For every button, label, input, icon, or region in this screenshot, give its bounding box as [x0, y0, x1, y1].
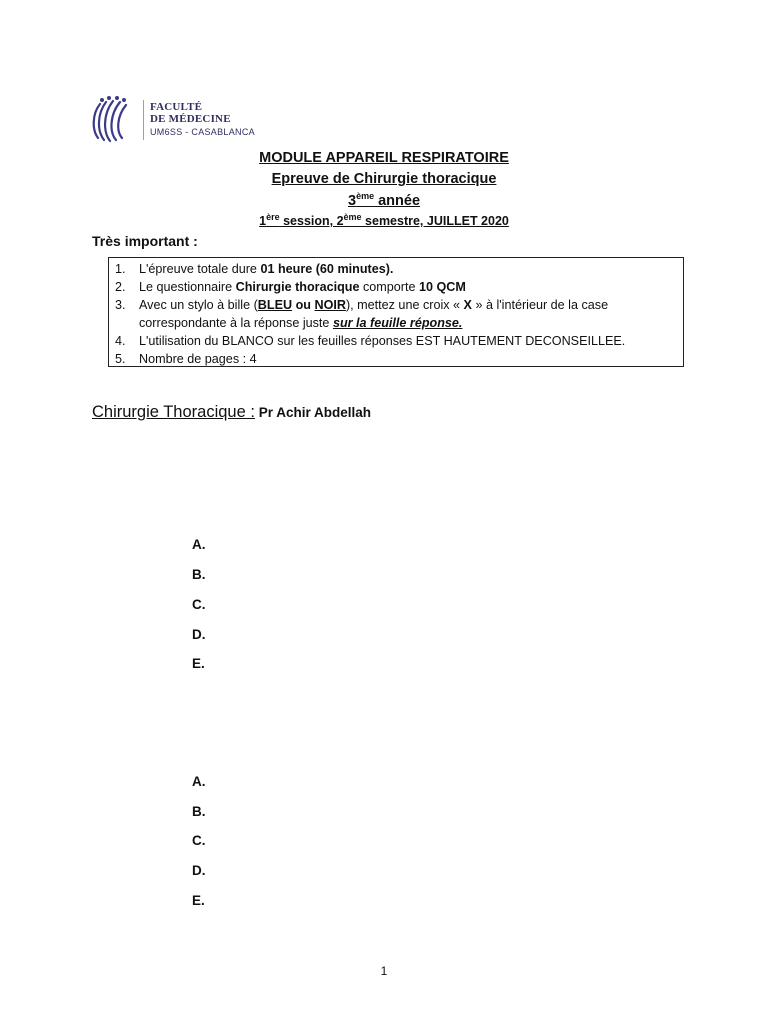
instruction-item-5	[115, 350, 681, 368]
logo-line-1: FACULTÉ	[150, 101, 203, 113]
instruction-item-1	[115, 260, 681, 278]
instruction-text: Avec un stylo à bille (	[139, 298, 258, 312]
instruction-text: Nombre de pages : 4	[139, 352, 257, 366]
module-title-text: MODULE APPAREIL RESPIRATOIRE	[259, 150, 509, 166]
instruction-number: 3.	[115, 298, 126, 312]
session-middle: session, 2	[279, 214, 344, 229]
section-professor: Pr Achir Abdellah	[254, 405, 371, 420]
instruction-text: L'utilisation du BLANCO sur les feuilles réponses EST HAUTEMENT DECONSEILLEE.	[139, 334, 626, 348]
session-superscript-1: ère	[266, 212, 280, 222]
section-title: Chirurgie Thoracique :	[92, 403, 255, 421]
session-end: semestre, JUILLET 2020	[361, 214, 509, 229]
um6ss-emblem-icon	[88, 94, 140, 144]
instruction-number: 2.	[115, 280, 126, 294]
annee-superscript: ème	[356, 191, 375, 201]
instructions-box	[108, 257, 684, 367]
logo-divider	[143, 100, 144, 140]
instruction-text: comporte	[359, 280, 419, 294]
question2-option-a: A.	[192, 774, 206, 789]
question2-option-b: B.	[192, 804, 206, 819]
logo-line-2: DE MÉDECINE	[150, 113, 231, 125]
module-title	[0, 150, 768, 166]
important-heading: Très important :	[92, 233, 198, 249]
question2-option-d: D.	[192, 863, 206, 878]
epreuve-title	[0, 171, 768, 187]
instruction-text: Le questionnaire	[139, 280, 236, 294]
instruction-x-mark: X	[463, 298, 472, 312]
section-heading	[92, 403, 371, 422]
instruction-number: 5.	[115, 352, 126, 366]
instruction-text: » à l'intérieur de la case	[471, 298, 609, 312]
instruction-number: 4.	[115, 334, 126, 348]
faculty-logo	[88, 94, 268, 144]
annee-text: année	[374, 192, 421, 209]
instruction-item-3	[115, 296, 681, 332]
instructions-list	[115, 260, 681, 368]
annee-title	[0, 191, 768, 209]
instruction-noir: NOIR	[314, 298, 346, 312]
logo-line-3: UM6SS - CASABLANCA	[150, 127, 255, 137]
instruction-bold: 01 heure (60 minutes).	[260, 262, 394, 276]
instruction-text: L'épreuve totale dure	[139, 262, 261, 276]
page-number: 1	[380, 964, 388, 978]
question1-option-a: A.	[192, 537, 206, 552]
epreuve-title-text: Epreuve de Chirurgie thoracique	[271, 171, 497, 187]
question1-option-d: D.	[192, 627, 206, 642]
question2-option-c: C.	[192, 833, 206, 848]
instruction-bold: Chirurgie thoracique	[235, 280, 360, 294]
instruction-bold: ou	[292, 298, 315, 312]
question1-option-c: C.	[192, 597, 206, 612]
session-title	[0, 212, 768, 228]
instruction-text: correspondante à la réponse juste	[139, 316, 333, 330]
annee-number: 3	[347, 192, 357, 209]
question1-option-e: E.	[192, 656, 205, 671]
instruction-item-4	[115, 332, 681, 350]
instruction-bleu: BLEU	[257, 298, 293, 312]
instruction-emphasis: sur la feuille réponse.	[332, 316, 463, 330]
instruction-bold: 10 QCM	[418, 280, 466, 294]
question2-option-e: E.	[192, 893, 205, 908]
question1-option-b: B.	[192, 567, 206, 582]
instruction-item-2	[115, 278, 681, 296]
instruction-number: 1.	[115, 262, 126, 276]
session-number: 1	[259, 214, 267, 229]
session-superscript-2: ème	[343, 212, 362, 222]
instruction-text: ), mettez une croix «	[345, 298, 464, 312]
